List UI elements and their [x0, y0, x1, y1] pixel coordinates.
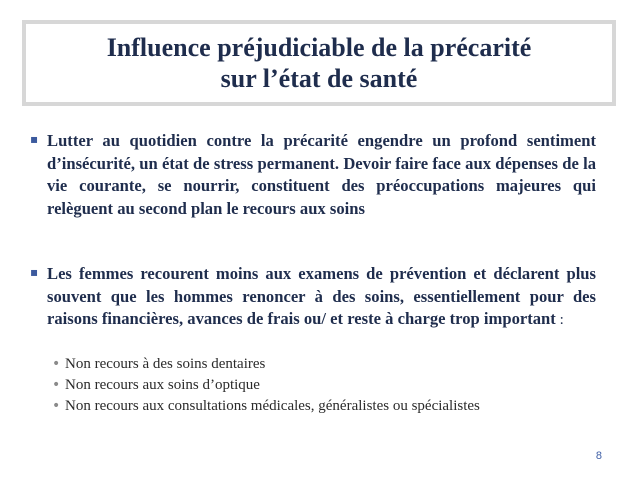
- bullet-text-2-body: Les femmes recourent moins aux examens de prévention et déclarent plus souvent que les hommes renoncer à des soins, essentiellement pour des raisons financières, avances de frais ou/ et reste à charge trop important: [47, 264, 596, 328]
- slide-title-box: [22, 20, 616, 106]
- page-number: 8: [595, 450, 602, 462]
- dot-bullet-icon: •: [52, 377, 61, 393]
- sub-list-item: [52, 375, 592, 396]
- sub-item-label: Non recours à des soins dentaires: [65, 356, 266, 372]
- sub-bullet-list: [52, 354, 592, 417]
- sub-item-label: Non recours aux soins d’optique: [65, 377, 260, 393]
- sub-item-label: Non recours aux consultations médicales, généralistes ou spécialistes: [65, 398, 480, 414]
- bullet-item-1: [30, 130, 596, 220]
- slide-title-line-1: Influence préjudiciable de la précarité: [106, 33, 532, 62]
- dot-bullet-icon: •: [52, 356, 61, 372]
- bullet-item-2: [30, 263, 596, 332]
- dot-bullet-icon: •: [52, 398, 61, 414]
- bullet-text-2: [47, 263, 596, 332]
- bullet-text-1-body: Lutter au quotidien contre la précarité engendre un profond sentiment d’insécurité, un état de stress permanent. Devoir faire face aux dépenses de la vie courante, se nourrir, constituent des préoccupations majeures qui relèguent au second plan le recours aux soins: [47, 131, 596, 218]
- sub-list-item: [52, 354, 592, 375]
- square-bullet-icon: ▪: [30, 265, 39, 279]
- bullet-text-1: [47, 130, 596, 220]
- sub-list-item: [52, 396, 592, 417]
- bullet-text-2-tail: :: [555, 312, 564, 328]
- slide-title-line-2: sur l’état de santé: [220, 64, 418, 93]
- square-bullet-icon: ▪: [30, 132, 39, 146]
